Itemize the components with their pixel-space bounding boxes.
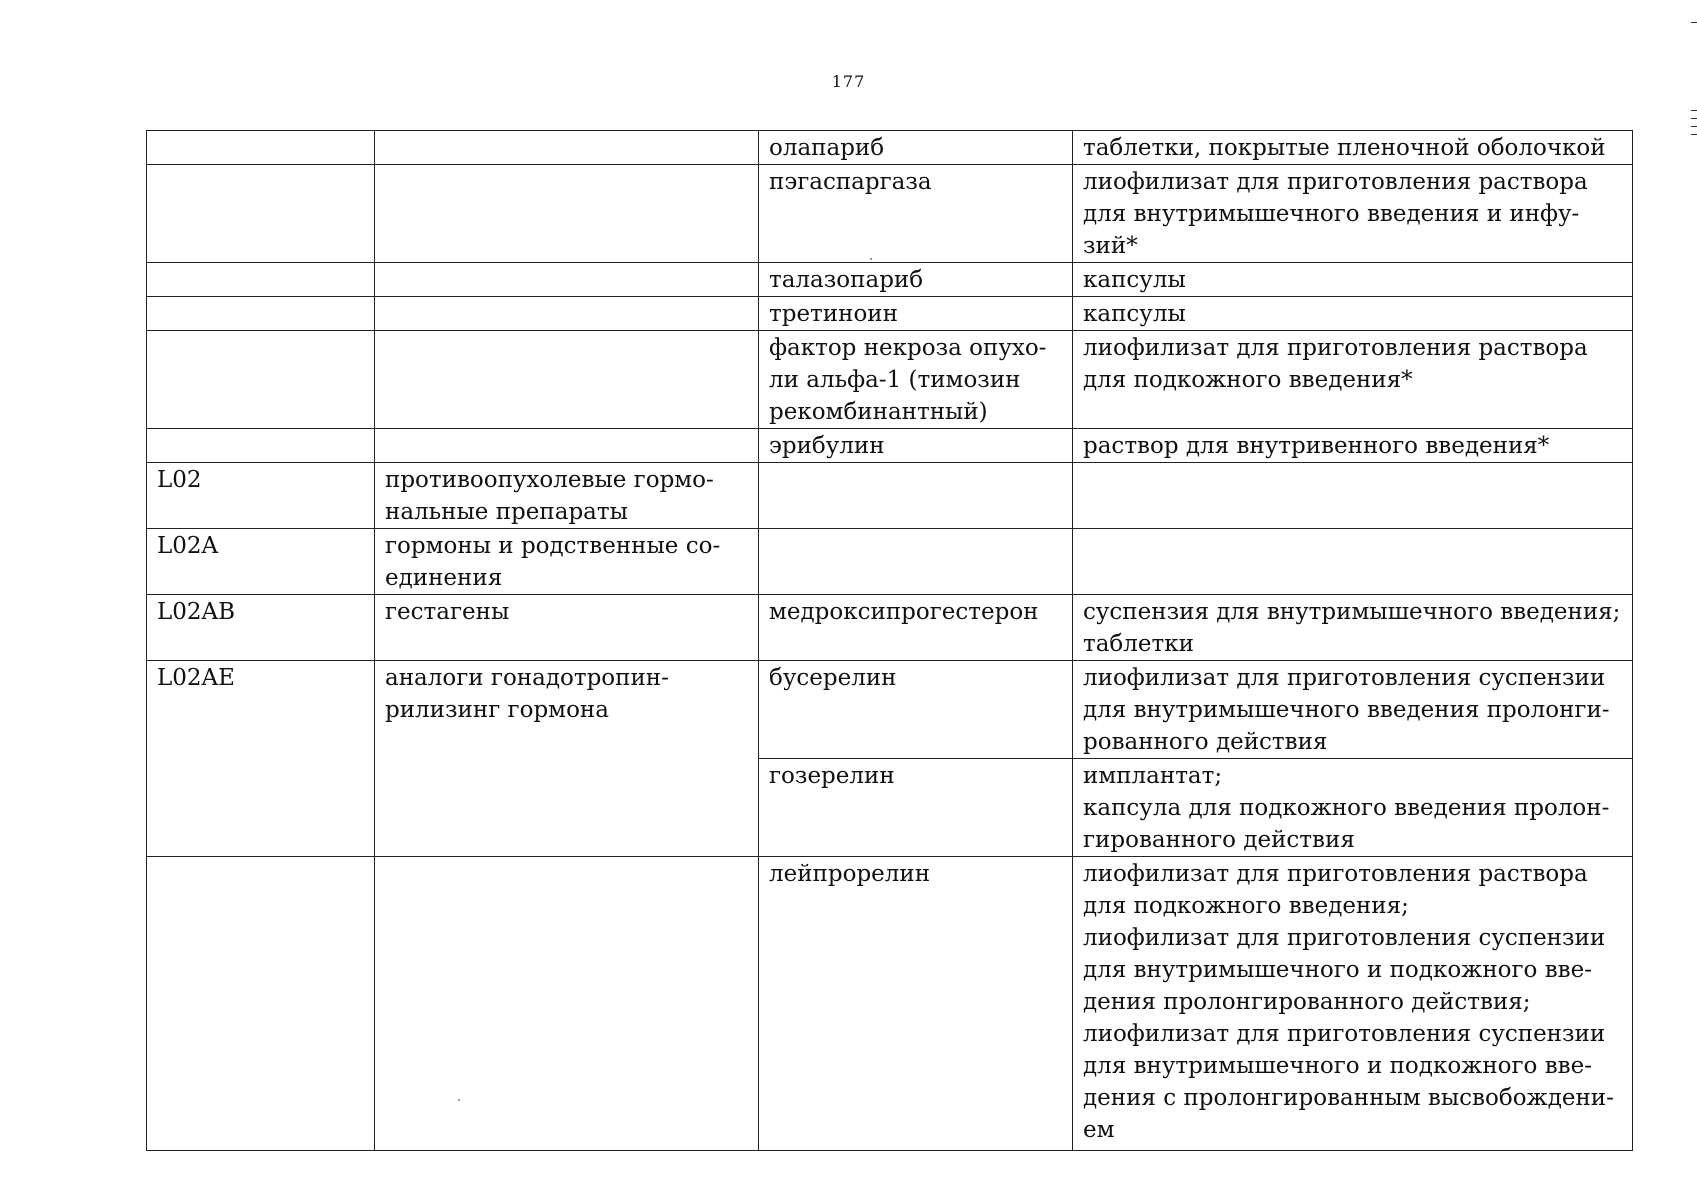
scan-speck <box>870 258 872 260</box>
table-row <box>147 595 1633 661</box>
drug-name-cell <box>759 529 1073 595</box>
dosage-form-cell: имплантат; капсула для подкожного введения пролон- гированного действия <box>1073 759 1633 857</box>
table-row <box>147 263 1633 297</box>
drug-name-cell: гозерелин <box>759 759 1073 857</box>
dosage-form-cell: капсулы <box>1073 263 1633 297</box>
drug-name-cell: лейпрорелин <box>759 857 1073 1151</box>
group-name-cell <box>375 297 759 331</box>
atc-code-cell <box>147 857 375 1151</box>
group-name-cell: противоопухолевые гормо- нальные препараты <box>375 463 759 529</box>
atc-code-cell: L02AE <box>147 661 375 759</box>
group-name-cell <box>375 759 759 857</box>
dosage-form-cell: капсулы <box>1073 297 1633 331</box>
drug-name-cell: фактор некроза опухо- ли альфа-1 (тимозин рекомбинантный) <box>759 331 1073 429</box>
group-name-cell: гестагены <box>375 595 759 661</box>
group-name-cell <box>375 165 759 263</box>
atc-code-cell: L02 <box>147 463 375 529</box>
scan-edge-mark <box>1691 126 1697 127</box>
table-row <box>147 463 1633 529</box>
table-row <box>147 429 1633 463</box>
group-name-cell: гормоны и родственные со- единения <box>375 529 759 595</box>
group-name-cell <box>375 429 759 463</box>
dosage-form-cell <box>1073 529 1633 595</box>
atc-code-cell <box>147 759 375 857</box>
scan-edge-mark <box>1691 134 1697 135</box>
group-name-cell <box>375 131 759 165</box>
drug-name-cell: талазопариб <box>759 263 1073 297</box>
atc-code-cell <box>147 429 375 463</box>
scan-edge-mark <box>1691 118 1697 119</box>
group-name-cell <box>375 331 759 429</box>
dosage-form-cell: лиофилизат для приготовления раствора для подкожного введения; лиофилизат для приготовления суспензии для внутримышечного и подкожного вве- дения пролонгированного действия; лиофилизат для приготовления суспензии для внутримышечного и подкожного вве- дения с пролонгированным высвобождени- ем <box>1073 857 1633 1151</box>
drug-name-cell: пэгаспаргаза <box>759 165 1073 263</box>
dosage-form-cell: лиофилизат для приготовления раствора для внутримышечного введения и инфу- зий* <box>1073 165 1633 263</box>
drug-name-cell: эрибулин <box>759 429 1073 463</box>
drug-name-cell: третиноин <box>759 297 1073 331</box>
table-row <box>147 131 1633 165</box>
atc-code-cell <box>147 165 375 263</box>
drug-table <box>146 130 1633 1151</box>
dosage-form-cell: суспензия для внутримышечного введения; таблетки <box>1073 595 1633 661</box>
atc-code-cell <box>147 263 375 297</box>
page-number: 177 <box>831 72 866 91</box>
table-row <box>147 857 1633 1151</box>
dosage-form-cell: раствор для внутривенного введения* <box>1073 429 1633 463</box>
drug-name-cell: медроксипрогестерон <box>759 595 1073 661</box>
dosage-form-cell: лиофилизат для приготовления суспензии для внутримышечного введения пролонги- рованного действия <box>1073 661 1633 759</box>
group-name-cell <box>375 263 759 297</box>
dosage-form-cell <box>1073 463 1633 529</box>
group-name-cell: аналоги гонадотропин- рилизинг гормона <box>375 661 759 759</box>
atc-code-cell <box>147 331 375 429</box>
group-name-cell <box>375 857 759 1151</box>
atc-code-cell <box>147 131 375 165</box>
table-row <box>147 297 1633 331</box>
table-row <box>147 661 1633 759</box>
atc-code-cell <box>147 297 375 331</box>
drug-name-cell: бусерелин <box>759 661 1073 759</box>
table-row <box>147 165 1633 263</box>
table-row <box>147 759 1633 857</box>
dosage-form-cell: лиофилизат для приготовления раствора для подкожного введения* <box>1073 331 1633 429</box>
scan-edge-mark <box>1691 22 1697 23</box>
drug-name-cell <box>759 463 1073 529</box>
scan-edge-mark <box>1691 110 1697 111</box>
dosage-form-cell: таблетки, покрытые пленочной оболочкой <box>1073 131 1633 165</box>
atc-code-cell: L02AB <box>147 595 375 661</box>
table-row <box>147 529 1633 595</box>
table-row <box>147 331 1633 429</box>
atc-code-cell: L02A <box>147 529 375 595</box>
drug-name-cell: олапариб <box>759 131 1073 165</box>
scan-speck <box>458 1099 460 1101</box>
